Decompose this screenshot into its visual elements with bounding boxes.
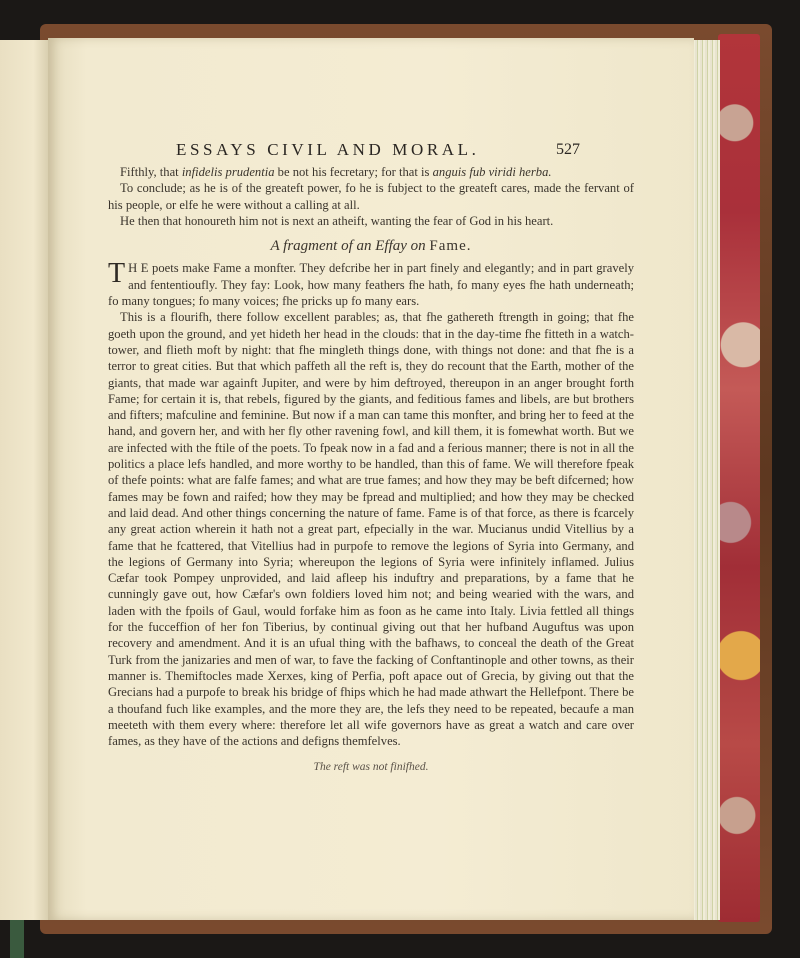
paragraph-flourish: This is a flourifh, there follow excellent parables; as, that fhe gathereth ftrength in going; that fhe goeth upon the ground, and yet hideth her head in the clouds: that in the day-time fhe fitteth in a watch-tower, and flieth moft by night: that fhe mingleth things done, with things not done: and that fhe is a terror to great cities. But that which paffeth all the reft is, they do recount that the Earth, mother of the giants, that made war againft Jupiter, and were by him deftroyed, thereupon in an anger brought forth Fame; for certain it is, that rebels, figured by the giants, and feditious fames and libels, are but brothers and fifters; mafculine and feminine. But now if a man can tame this monfter, and bring her to feed at the hand, and govern her, and with her fly other ravening fowl, and kill them, it is fomewhat worth. But we are infected with the ftile of the poets. To fpeak now in a fad and a ferious manner; there is not in all the politics a place lefs handled, and more worthy to be handled, than this of fame. We will therefore fpeak of thefe points: what are falfe fames; and what are true fames; and how they may be beft difcerned; how fames may be fown and raifed; how they may be fpread and multiplied; and how they may be checked and laid dead. And other things concerning the nature of fame. Fame is of that force, as there is fcarcely any great action wherein it hath not a great part, efpecially in the war. Mucianus undid Vitellius by a fame that he fcattered, that Vitellius had in purpofe to remove the legions of Syria into Germany, and the legions of Germany into Syria; whereupon the legions of Syria were infinitely inflamed. Julius Cæfar took Pompey unprovided, and laid afleep his induftry and preparations, by a fame that he cunningly gave out, how Cæfar's own foldiers loved him not; and being wearied with the wars, and laden with the fpoils of Gaul, would forfake him as foon as he came into Italy. Livia fettled all things for the fucceffion of her fon Tiberius, by continual giving out that her hufband Auguftus was upon recovery and amendment. And it is an ufual thing with the bafhaws, to conceal the death of the Great Turk from the janizaries and men of war, to fave the facking of Conftantinople and other towns, as their manner is. Themiftocles made Xerxes, king of Perfia, poft apace out of Grecia, by giving out that the Grecians had a purpofe to break his bridge of fhips which he had made athwart the Hellefpont. There be a thoufand fuch like examples, and the more they are, the lefs they need to be repeated, becaufe a man meeteth with them every where: therefore let all wife governors have as great a watch and care over fames, as they have of the actions and defigns themfelves. — [108, 310, 634, 749]
paragraph-conclude: To conclude; as he is of the greateft power, fo he is fubject to the greateft cares, made the fervant of his people, or elfe he were without a calling at all. — [108, 181, 634, 212]
facing-page-edge — [0, 40, 48, 920]
section-title: A fragment of an Effay on Fame. — [270, 238, 472, 255]
finis-note: The reft was not finifhed. — [313, 761, 429, 774]
paragraph-poets: T H E poets make Fame a monfter. They defcribe her in part finely and elegantly; and in part gravely and fententioufly. They fay: Look, how many feathers fhe hath, fo many eyes fhe hath underneath; fo many tongues; fo many voices; fhe pricks up fo many ears. — [108, 258, 634, 309]
page-number: 527 — [556, 141, 580, 158]
paragraph-atheist: He then that honoureth him not is next an atheift, wanting the fear of God in his heart. — [120, 213, 554, 228]
drop-cap: T — [108, 258, 126, 290]
page-body — [108, 164, 634, 776]
bookmark-ribbon — [10, 920, 24, 958]
page-edges — [690, 40, 720, 920]
marbled-endpaper — [718, 34, 760, 922]
paragraph-fifthly: Fifthly, that infidelis prudentia be not his fecretary; for that is anguis fub viridi herba. — [120, 165, 552, 179]
running-title: ESSAYS CIVIL AND MORAL. — [176, 140, 480, 159]
